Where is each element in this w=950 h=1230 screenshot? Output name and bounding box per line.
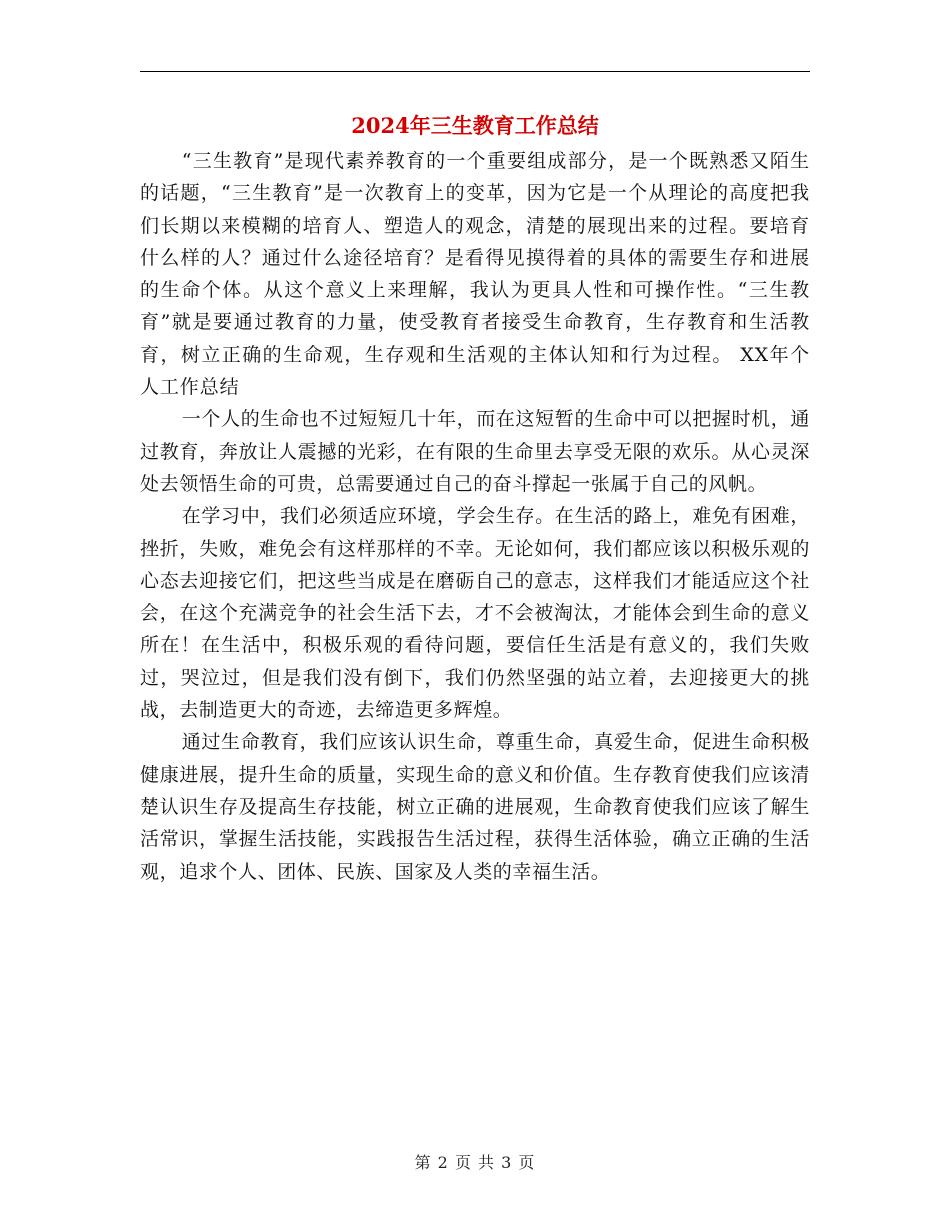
paragraph-2: 一个人的生命也不过短短几十年，而在这短暂的生命中可以把握时机，通过教育，奔放让人震撼的光彩，在有限的生命里去享受无限的欢乐。从心灵深处去领悟生命的可贵，总需要通过自己的奋斗撑起一张属于自己的风帆。 <box>140 408 810 495</box>
paragraph-4: 通过生命教育，我们应该认识生命，尊重生命，真爱生命，促进生命积极健康进展，提升生命的质量，实现生命的意义和价值。生存教育使我们应该清楚认识生存及提高生存技能，树立正确的进展观，生命教育使我们应该了解生活常识，掌握生活技能，实践报告生活过程，获得生活体验，确立正确的生活观，追求个人、团体、民族、国家及人类的幸福生活。 <box>140 731 810 883</box>
document-title: 2024年三生教育工作总结 <box>351 113 599 138</box>
paragraph-1: “三生教育”是现代素养教育的一个重要组成部分，是一个既熟悉又陌生的话题，“三生教育”是一次教育上的变革，因为它是一个从理论的高度把我们长期以来模糊的培育人、塑造人的观念，清楚的展现出来的过程。要培育什么样的人？通过什么途径培育？是看得见摸得着的具体的需要生存和进展的生命个体。从这个意义上来理解，我认为更具人性和可操作性。“三生教育”就是要通过教育的力量，使受教育者接受生命教育，生存教育和生活教育，树立正确的生命观，生存观和生活观的主体认知和行为过程。 XX年个人工作总结 <box>140 150 810 399</box>
paragraph-3: 在学习中，我们必须适应环境，学会生存。在生活的路上，难免有困难，挫折，失败，难免会有这样那样的不幸。无论如何，我们都应该以积极乐观的心态去迎接它们，把这些当成是在磨砺自己的意志，这样我们才能适应这个社会，在这个充满竞争的社会生活下去，才不会被淘汰，才能体会到生命的意义所在！在生活中，积极乐观的看待问题，要信任生活是有意义的，我们失败过，哭泣过，但是我们没有倒下，我们仍然坚强的站立着，去迎接更大的挑战，去制造更大的奇迹，去缔造更多辉煌。 <box>140 505 810 722</box>
document-body <box>140 145 810 888</box>
header-rule <box>140 71 810 72</box>
page-number-footer: 第 2 页 共 3 页 <box>414 1153 536 1172</box>
